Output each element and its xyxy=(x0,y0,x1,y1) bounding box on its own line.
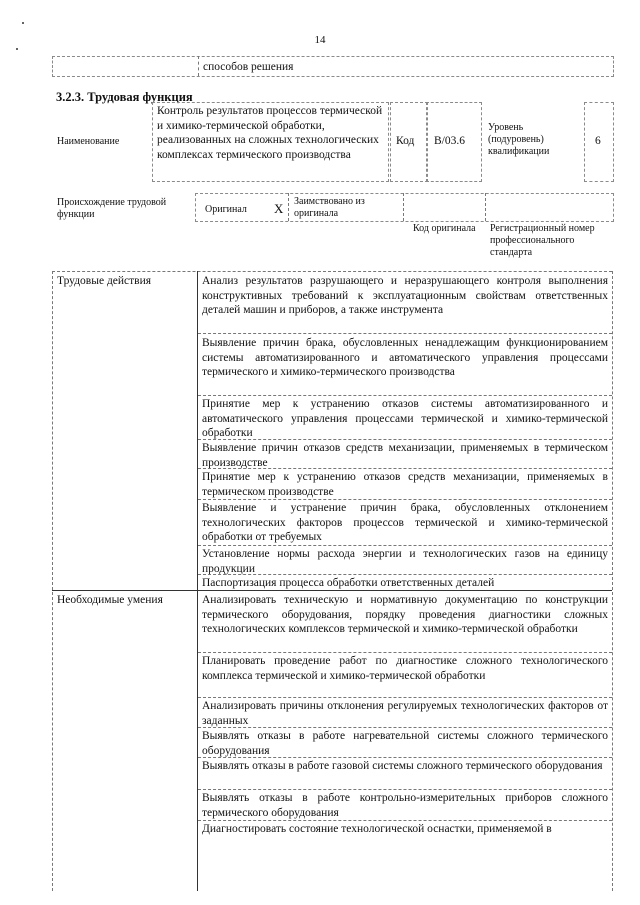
row-separator xyxy=(198,727,612,728)
row-separator xyxy=(198,789,612,790)
row-separator xyxy=(198,333,612,334)
labor-action: Принятие мер к устранению отказов системы автоматизированного и автоматического управления процессами термической и химико-термической обработки xyxy=(202,398,608,440)
row-separator xyxy=(198,757,612,758)
skill-item: Анализировать техническую и нормативную документацию по конструкции термического оборудования, порядку проведения диагностики сложных технологических комплексов термической и химико-термической обработки xyxy=(202,594,608,636)
labor-action: Установление нормы расхода энергии и технологических газов на единицу продукции xyxy=(202,548,608,575)
skill-item: Анализировать причины отклонения регулируемых технологических факторов от заданных xyxy=(202,700,608,727)
skill-item: Диагностировать состояние технологической оснастки, применяемой в xyxy=(202,823,552,835)
labor-action: Принятие мер к устранению отказов средств механизации, применяемых в термическом производстве xyxy=(202,471,608,498)
code-value: B/03.6 xyxy=(434,135,465,147)
row-separator xyxy=(198,439,612,440)
row-separator xyxy=(198,499,612,500)
name-value: Контроль результатов процессов термической и химико-термической обработки, реализованных на сложных технологических комплексах термического производства xyxy=(157,105,383,161)
row-separator xyxy=(198,574,612,575)
level-value: 6 xyxy=(595,135,601,147)
skill-item: Выявлять отказы в работе нагревательной системы сложного термического оборудования xyxy=(202,730,608,757)
section-title: 3.2.3. Трудовая функция xyxy=(56,90,193,104)
table-right-border xyxy=(612,271,613,891)
skill-item: Выявлять отказы в работе газовой системы сложного термического оборудования xyxy=(202,760,603,772)
skills-label: Необходимые умения xyxy=(57,594,163,606)
table-left-border xyxy=(52,271,53,891)
skill-item: Планировать проведение работ по диагностике сложного технологического комплекса термической и химико-термической обработки xyxy=(202,655,608,682)
row-separator xyxy=(198,395,612,396)
scan-dot xyxy=(22,22,24,24)
level-label: Уровень (подуровень) квалификации xyxy=(488,122,550,157)
labor-actions-label: Трудовые действия xyxy=(57,275,152,287)
top-continuation-row xyxy=(52,56,614,77)
row-separator xyxy=(198,545,612,546)
table-column-divider xyxy=(197,271,198,891)
name-label: Наименование xyxy=(57,136,120,147)
code-label: Код xyxy=(396,135,415,147)
original-mark: X xyxy=(274,201,284,216)
labor-action: Анализ результатов разрушающего и неразрушающего контроля выполнения конструктивных требований к эксплуатационным свойствам ответственных деталей машин и приборов, а также инструмента xyxy=(202,275,608,317)
page-number: 14 xyxy=(314,34,326,46)
reg-number-caption: Регистрационный номер профессионального стандарта xyxy=(490,223,595,258)
code-original-caption: Код оригинала xyxy=(413,223,476,234)
row-separator xyxy=(198,820,612,821)
labor-action: Выявление причин отказов средств механизации, применяемых в термическом производстве xyxy=(202,442,608,469)
labor-action: Выявление причин брака, обусловленных ненадлежащим функционированием системы автоматизированного и автоматического управления процессами термического и химико-термического производства xyxy=(202,337,608,379)
original-label: Оригинал xyxy=(205,204,247,215)
origin-divider xyxy=(288,193,289,221)
row-divider xyxy=(198,56,199,76)
labor-action: Выявление и устранение причин брака, обусловленных отклонением технологических факторов процессов термической и химико-термической обработки от требуемых xyxy=(202,502,608,544)
row-separator xyxy=(198,468,612,469)
origin-divider xyxy=(403,193,404,221)
row-separator xyxy=(198,697,612,698)
table-top-border xyxy=(52,271,612,272)
skill-item: Выявлять отказы в работе контрольно-измерительных приборов сложного термического оборудования xyxy=(202,792,608,819)
borrowed-label: Заимствовано из оригинала xyxy=(294,196,365,219)
origin-label: Происхождение трудовой функции xyxy=(57,197,167,220)
origin-divider xyxy=(485,193,486,221)
scan-dot xyxy=(16,48,18,50)
top-row-text: способов решения xyxy=(203,61,294,73)
origin-table xyxy=(195,193,614,222)
labor-action: Паспортизация процесса обработки ответственных деталей xyxy=(202,577,495,589)
row-separator xyxy=(198,652,612,653)
